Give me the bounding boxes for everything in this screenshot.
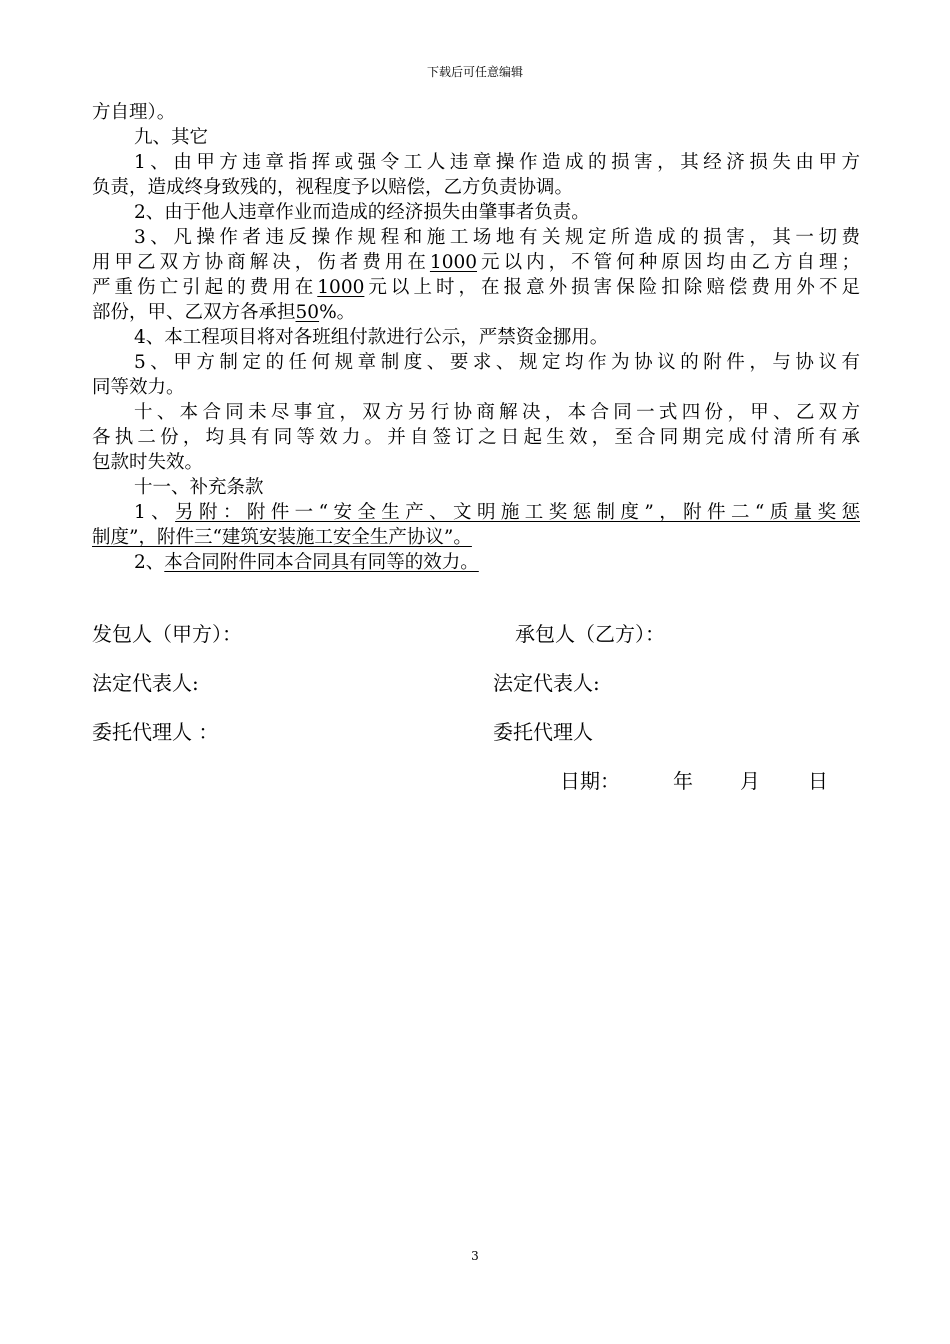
clause-3-line: 3、凡操作者违反操作规程和施工场地有关规定所造成的损害，其一切费 [134, 227, 860, 248]
percent-underlined: 50 [295, 302, 320, 323]
agent-a-label: 委托代理人 ： [92, 720, 219, 744]
legal-rep-a-label: 法定代表人: [92, 671, 199, 695]
section-ten-line: 十、本合同未尽事宜，双方另行协商解决，本合同一式四份，甲、乙双方 [134, 402, 860, 423]
clause-3-text: 元以上时，在报意外损害保险扣除赔偿费用外不足 [364, 277, 860, 298]
contract-body [92, 100, 860, 575]
clause-3-text: 部份，甲、乙双方各承担 [92, 302, 296, 323]
section-ten-line: 各执二份，均具有同等效力。并自签订之日起生效，至合同期完成付清所有承 [92, 427, 860, 448]
supplementary-1-line [92, 500, 860, 525]
party-b-label: 承包人（乙方）： [515, 622, 665, 646]
paragraph-line: 方自理）。 [92, 102, 176, 123]
amount-underlined: 1000 [429, 252, 478, 273]
clause-3-text: %。 [319, 302, 356, 323]
supplementary-1-line [92, 525, 860, 550]
supplementary-number: 1、 [134, 502, 176, 523]
date-month-label: 月 [740, 769, 760, 793]
page-header: 下载后可任意编辑 [426, 65, 523, 79]
date-label: 日期： [560, 769, 620, 793]
supplementary-text-underlined: 本合同附件同本合同具有同等的效力。 [164, 552, 479, 573]
clause-1-line: 1、由甲方违章指挥或强令工人违章操作造成的损害，其经济损失由甲方 [134, 152, 860, 173]
supplementary-number: 2、 [134, 552, 165, 573]
section-heading-supplementary: 十一、补充条款 [134, 477, 264, 498]
clause-3-text: 元以内，不管何种原因均由乙方自理； [477, 252, 860, 273]
clause-3-text: 严重伤亡引起的费用在 [92, 277, 318, 298]
clause-3-text: 用甲乙双方协商解决，伤者费用在 [92, 252, 430, 273]
section-heading-other: 九、其它 [134, 127, 209, 148]
party-a-label: 发包人（甲方）： [92, 622, 242, 646]
clause-5-line: 同等效力。 [92, 377, 185, 398]
clause-3-line [92, 275, 860, 300]
date-year-label: 年 [673, 769, 693, 793]
amount-underlined: 1000 [317, 277, 365, 298]
clause-3-line [92, 300, 860, 325]
page-number: 3 [471, 1249, 479, 1263]
agent-b-label: 委托代理人 [493, 720, 593, 744]
clause-1-line: 负责，造成终身致残的，视程度予以赔偿，乙方负责协调。 [92, 177, 574, 198]
supplementary-text-underlined: 另附：附件一“安全生产、文明施工奖惩制度”，附件二“质量奖惩 [175, 502, 860, 523]
supplementary-text-underlined: 制度”，附件三“建筑安装施工安全生产协议”。 [92, 527, 472, 548]
clause-4-line: 4、本工程项目将对各班组付款进行公示，严禁资金挪用。 [134, 327, 609, 348]
clause-3-line [92, 250, 860, 275]
section-ten-line: 包款时失效。 [92, 452, 204, 473]
clause-2-line: 2、由于他人违章作业而造成的经济损失由肇事者负责。 [134, 202, 590, 223]
date-day-label: 日 [808, 769, 828, 793]
supplementary-2-line [92, 550, 860, 575]
clause-5-line: 5、甲方制定的任何规章制度、要求、规定均作为协议的附件，与协议有 [134, 352, 860, 373]
legal-rep-b-label: 法定代表人: [493, 671, 600, 695]
